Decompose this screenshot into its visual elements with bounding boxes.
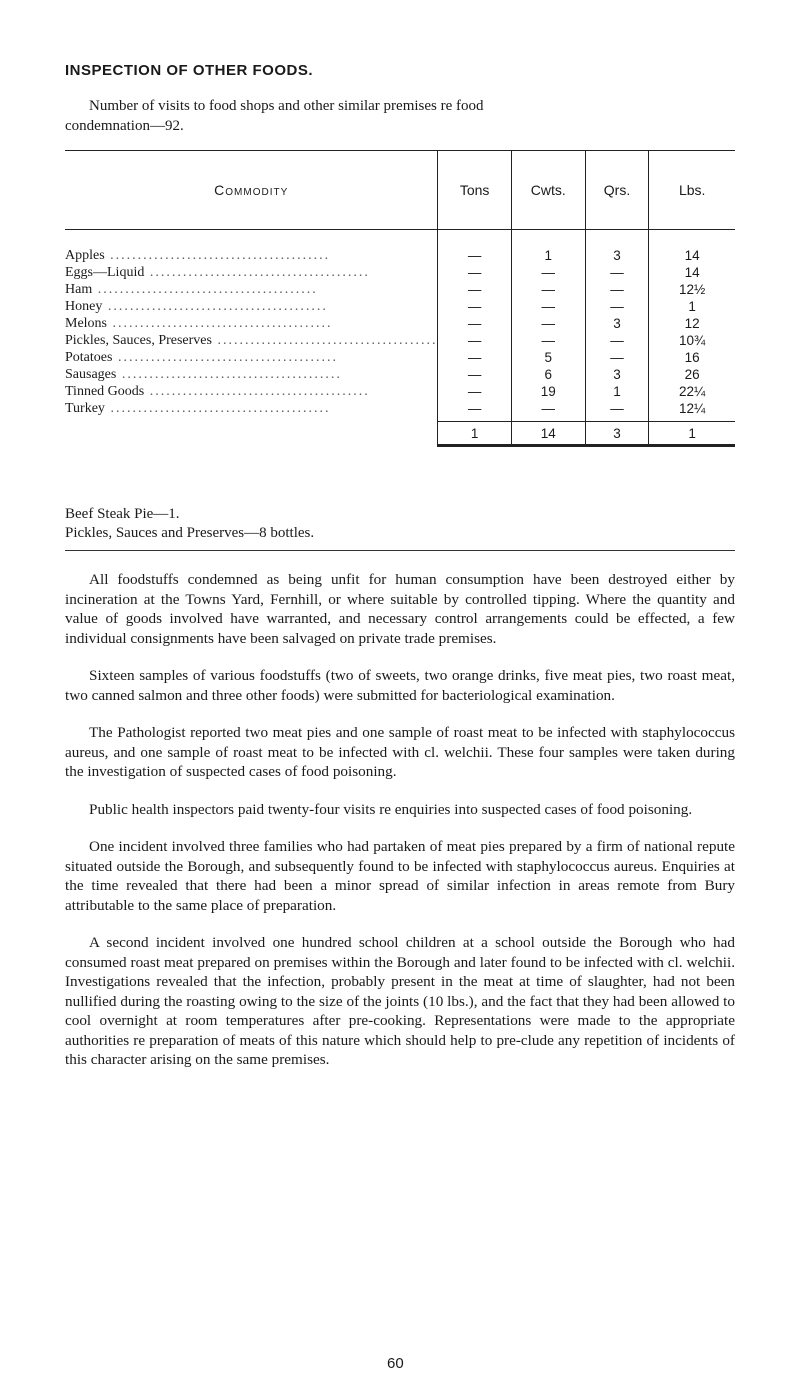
leader-dots: ........................................ (92, 282, 318, 297)
paragraph: Public health inspectors paid twenty-four visits re enquiries into suspected cases of food poisoning. (89, 800, 693, 818)
table-row (65, 281, 735, 298)
paragraph: Sixteen samples of various foodstuffs (two of sweets, two orange drinks, five meat pies, two roast meat, two canned salmon and three other foods) were submitted for bacteriological examination. (65, 667, 735, 704)
leader-dots: ........................................ (104, 248, 331, 263)
body-text (65, 570, 735, 1088)
total-qrs: 3 (585, 422, 649, 446)
table-row (65, 332, 735, 349)
paragraph: One incident involved three families who had partaken of meat pies prepared by a firm of national repute situated outside the Borough, and subsequently found to be infected with staphylococcus aureus. Enquiries at the time revealed that there had been a minor spread of similar infection in areas remote from Bury attributable to the same place of preparation. (65, 838, 735, 914)
cell-tons: — (438, 349, 511, 366)
paragraph: A second incident involved one hundred school children at a school outside the Borough who had consumed roast meat prepared on premises within the Borough and later found to be infected with cl. welchii. Investigations revealed that the infection, probably present in the meat at time of slaughter, had not been nullified during the roasting owing to the size of the joints (10 lbs.), and the fact that they had been allowed to cool overnight at room temperatures after pre-cooking. Representations were made to the appropriate authorities re preparation of meats of this nature which should help to pre-clude any repetition of incidents of this character arising on the same premises. (65, 934, 735, 1068)
cell-lbs: 12½ (649, 281, 735, 298)
cell-tons: — (438, 366, 511, 383)
cell-cwts: 5 (511, 349, 585, 366)
notes (65, 505, 314, 543)
leader-dots: ........................................ (144, 265, 370, 280)
paragraph: The Pathologist reported two meat pies and one sample of roast meat to be infected with staphylococcus aureus, and one sample of roast meat to be infected with cl. welchii. These four samples were taken during the investigation of suspected cases of food poisoning. (65, 724, 735, 780)
header-lbs: Lbs. (649, 151, 735, 230)
table-row (65, 298, 735, 315)
cell-qrs: 3 (585, 366, 649, 383)
cell-cwts: — (511, 281, 585, 298)
commodity-table (65, 150, 735, 447)
cell-tons: — (438, 332, 511, 349)
leader-dots: ........................................ (112, 350, 338, 365)
cell-qrs: 1 (585, 383, 649, 400)
leader-dots: ........................................ (116, 367, 342, 382)
total-cwts: 14 (511, 422, 585, 446)
cell-tons: — (438, 383, 511, 400)
cell-lbs: 16 (649, 349, 735, 366)
commodity-name: Sausages (65, 367, 117, 382)
cell-lbs: 26 (649, 366, 735, 383)
cell-qrs: — (585, 264, 649, 281)
commodity-name: Turkey (65, 401, 105, 417)
header-qrs: Qrs. (585, 151, 649, 230)
cell-qrs: 3 (585, 315, 649, 332)
cell-tons: — (438, 281, 511, 298)
header-cwts: Cwts. (511, 151, 585, 230)
cell-lbs: 12 (649, 315, 735, 332)
commodity-name: Melons (65, 316, 107, 331)
header-commodity: Commodity (65, 151, 438, 230)
commodity-name: Potatoes (65, 350, 113, 365)
leader-dots: ........................................ (144, 384, 370, 399)
table-header-row (65, 151, 735, 230)
commodity-name: Tinned Goods (65, 384, 145, 399)
table-row (65, 366, 735, 383)
cell-lbs: 22¼ (649, 383, 735, 400)
cell-cwts: — (511, 264, 585, 281)
cell-qrs: — (585, 281, 649, 298)
commodity-name: Apples (65, 248, 105, 263)
commodity-name: Pickles, Sauces, Preserves (65, 333, 212, 348)
cell-tons: — (438, 298, 511, 315)
leader-dots: ........................................ (104, 401, 331, 417)
cell-cwts: — (511, 298, 585, 315)
cell-lbs: 14 (649, 247, 735, 264)
cell-lbs: 1 (649, 298, 735, 315)
table-row (65, 264, 735, 281)
intro-text (65, 96, 725, 136)
cell-qrs: — (585, 298, 649, 315)
cell-tons: — (438, 264, 511, 281)
cell-lbs: 12¼ (649, 400, 735, 422)
table-row (65, 349, 735, 366)
cell-lbs: 14 (649, 264, 735, 281)
leader-dots: ........................................ (211, 333, 438, 348)
cell-lbs: 10¾ (649, 332, 735, 349)
commodity-name: Eggs—Liquid (65, 265, 145, 280)
cell-tons: — (438, 315, 511, 332)
divider (65, 550, 735, 551)
page-number: 60 (387, 1355, 404, 1372)
table-row (65, 383, 735, 400)
total-tons: 1 (438, 422, 511, 446)
cell-cwts: — (511, 332, 585, 349)
note-beef-steak-pie: Beef Steak Pie—1. (65, 506, 180, 522)
commodity-name: Honey (65, 299, 103, 314)
total-lbs: 1 (649, 422, 735, 446)
page-title: INSPECTION OF OTHER FOODS. (65, 62, 314, 79)
cell-tons: — (438, 247, 511, 264)
note-pickles: Pickles, Sauces and Preserves—8 bottles. (65, 525, 315, 541)
cell-qrs: — (585, 332, 649, 349)
cell-cwts: 6 (511, 366, 585, 383)
cell-tons: — (438, 400, 511, 422)
cell-qrs: — (585, 349, 649, 366)
leader-dots: ........................................ (107, 316, 333, 331)
intro-line-2: condemnation—92. (65, 118, 184, 134)
cell-qrs: — (585, 400, 649, 422)
cell-cwts: 1 (511, 247, 585, 264)
cell-cwts: — (511, 315, 585, 332)
table-totals-row (65, 422, 735, 446)
table-row (65, 247, 735, 264)
intro-line-1: Number of visits to food shops and other similar premises re food (89, 98, 484, 114)
header-tons: Tons (438, 151, 511, 230)
commodity-name: Ham (65, 282, 93, 297)
cell-qrs: 3 (585, 247, 649, 264)
leader-dots: ........................................ (102, 299, 328, 314)
table-row (65, 400, 735, 422)
cell-cwts: — (511, 400, 585, 422)
cell-cwts: 19 (511, 383, 585, 400)
table-row (65, 315, 735, 332)
paragraph: All foodstuffs condemned as being unfit for human consumption have been destroyed either by incineration at the Towns Yard, Fernhill, or where suitable by controlled tipping. Where the quantity and value of goods involved have warranted, and necessary control arrangements could be effected, a few individual consignments have been salvaged on private trade premises. (65, 571, 735, 647)
